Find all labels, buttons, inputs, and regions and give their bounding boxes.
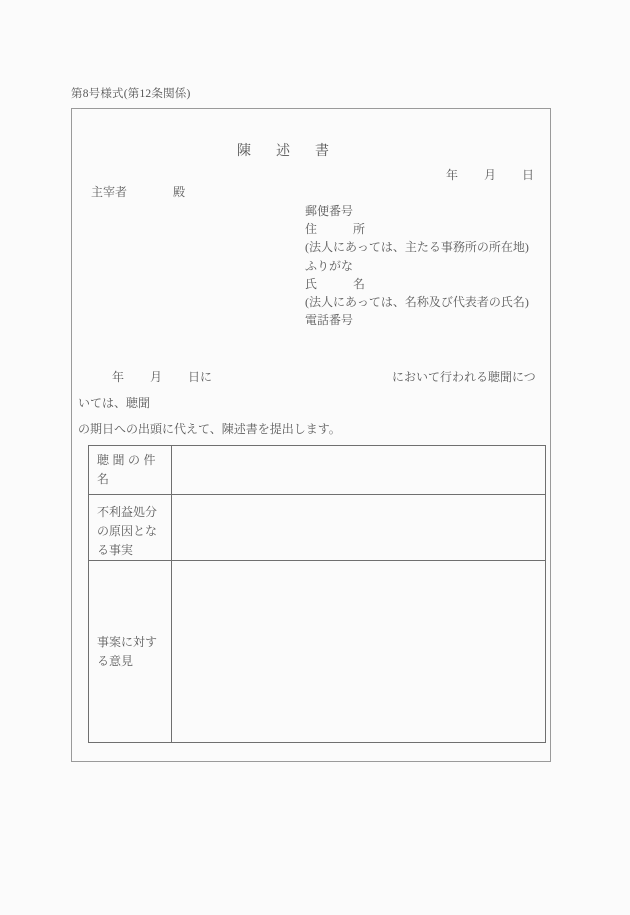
sender-field-name-note: (法人にあっては、名称及び代表者の氏名) bbox=[305, 295, 529, 310]
date-year-label: 年 bbox=[445, 168, 458, 182]
table-label-opinion-on-case: 事案に対する意見 bbox=[89, 561, 172, 743]
sender-field-phone: 電話番号 bbox=[305, 313, 354, 328]
addressee-honorific: 殿 bbox=[173, 185, 186, 199]
sender-info-block bbox=[305, 202, 529, 329]
title-row bbox=[71, 140, 551, 160]
body-line2: の期日への出頭に代えて、陳述書を提出します。 bbox=[78, 422, 341, 436]
table-value-adverse-disposition-facts[interactable] bbox=[172, 495, 546, 561]
table-row bbox=[89, 561, 546, 743]
table-row bbox=[89, 446, 546, 495]
table-value-opinion-on-case[interactable] bbox=[172, 561, 546, 743]
body-paragraph bbox=[78, 364, 546, 442]
date-line bbox=[446, 166, 534, 183]
table-value-hearing-subject[interactable] bbox=[172, 446, 546, 495]
sender-field-address: 住 所 bbox=[305, 222, 366, 237]
body-day-label: 日に bbox=[188, 370, 213, 384]
statement-table bbox=[88, 445, 546, 743]
body-month-label: 月 bbox=[150, 370, 163, 384]
sender-field-furigana: ふりがな bbox=[305, 258, 354, 273]
body-year-label: 年 bbox=[112, 370, 125, 384]
date-day-label: 日 bbox=[521, 168, 534, 182]
form-number-label: 第8号様式(第12条関係) bbox=[71, 88, 191, 100]
sender-field-postal-code: 郵便番号 bbox=[305, 204, 354, 218]
body-line1-tail: において行われる聴聞については、聴聞 bbox=[78, 370, 536, 410]
addressee-role: 主宰者 bbox=[91, 185, 128, 199]
table-label-hearing-subject: 聴聞の件名 bbox=[89, 446, 172, 495]
table-label-adverse-disposition-facts: 不利益処分の原因となる事実 bbox=[89, 495, 172, 561]
sender-field-address-note: (法人にあっては、主たる事務所の所在地) bbox=[305, 240, 529, 255]
addressee-line bbox=[91, 183, 185, 200]
table-row bbox=[89, 495, 546, 561]
sender-field-name: 氏 名 bbox=[305, 276, 366, 291]
page-title: 陳述書 bbox=[237, 144, 354, 159]
date-month-label: 月 bbox=[483, 168, 496, 182]
